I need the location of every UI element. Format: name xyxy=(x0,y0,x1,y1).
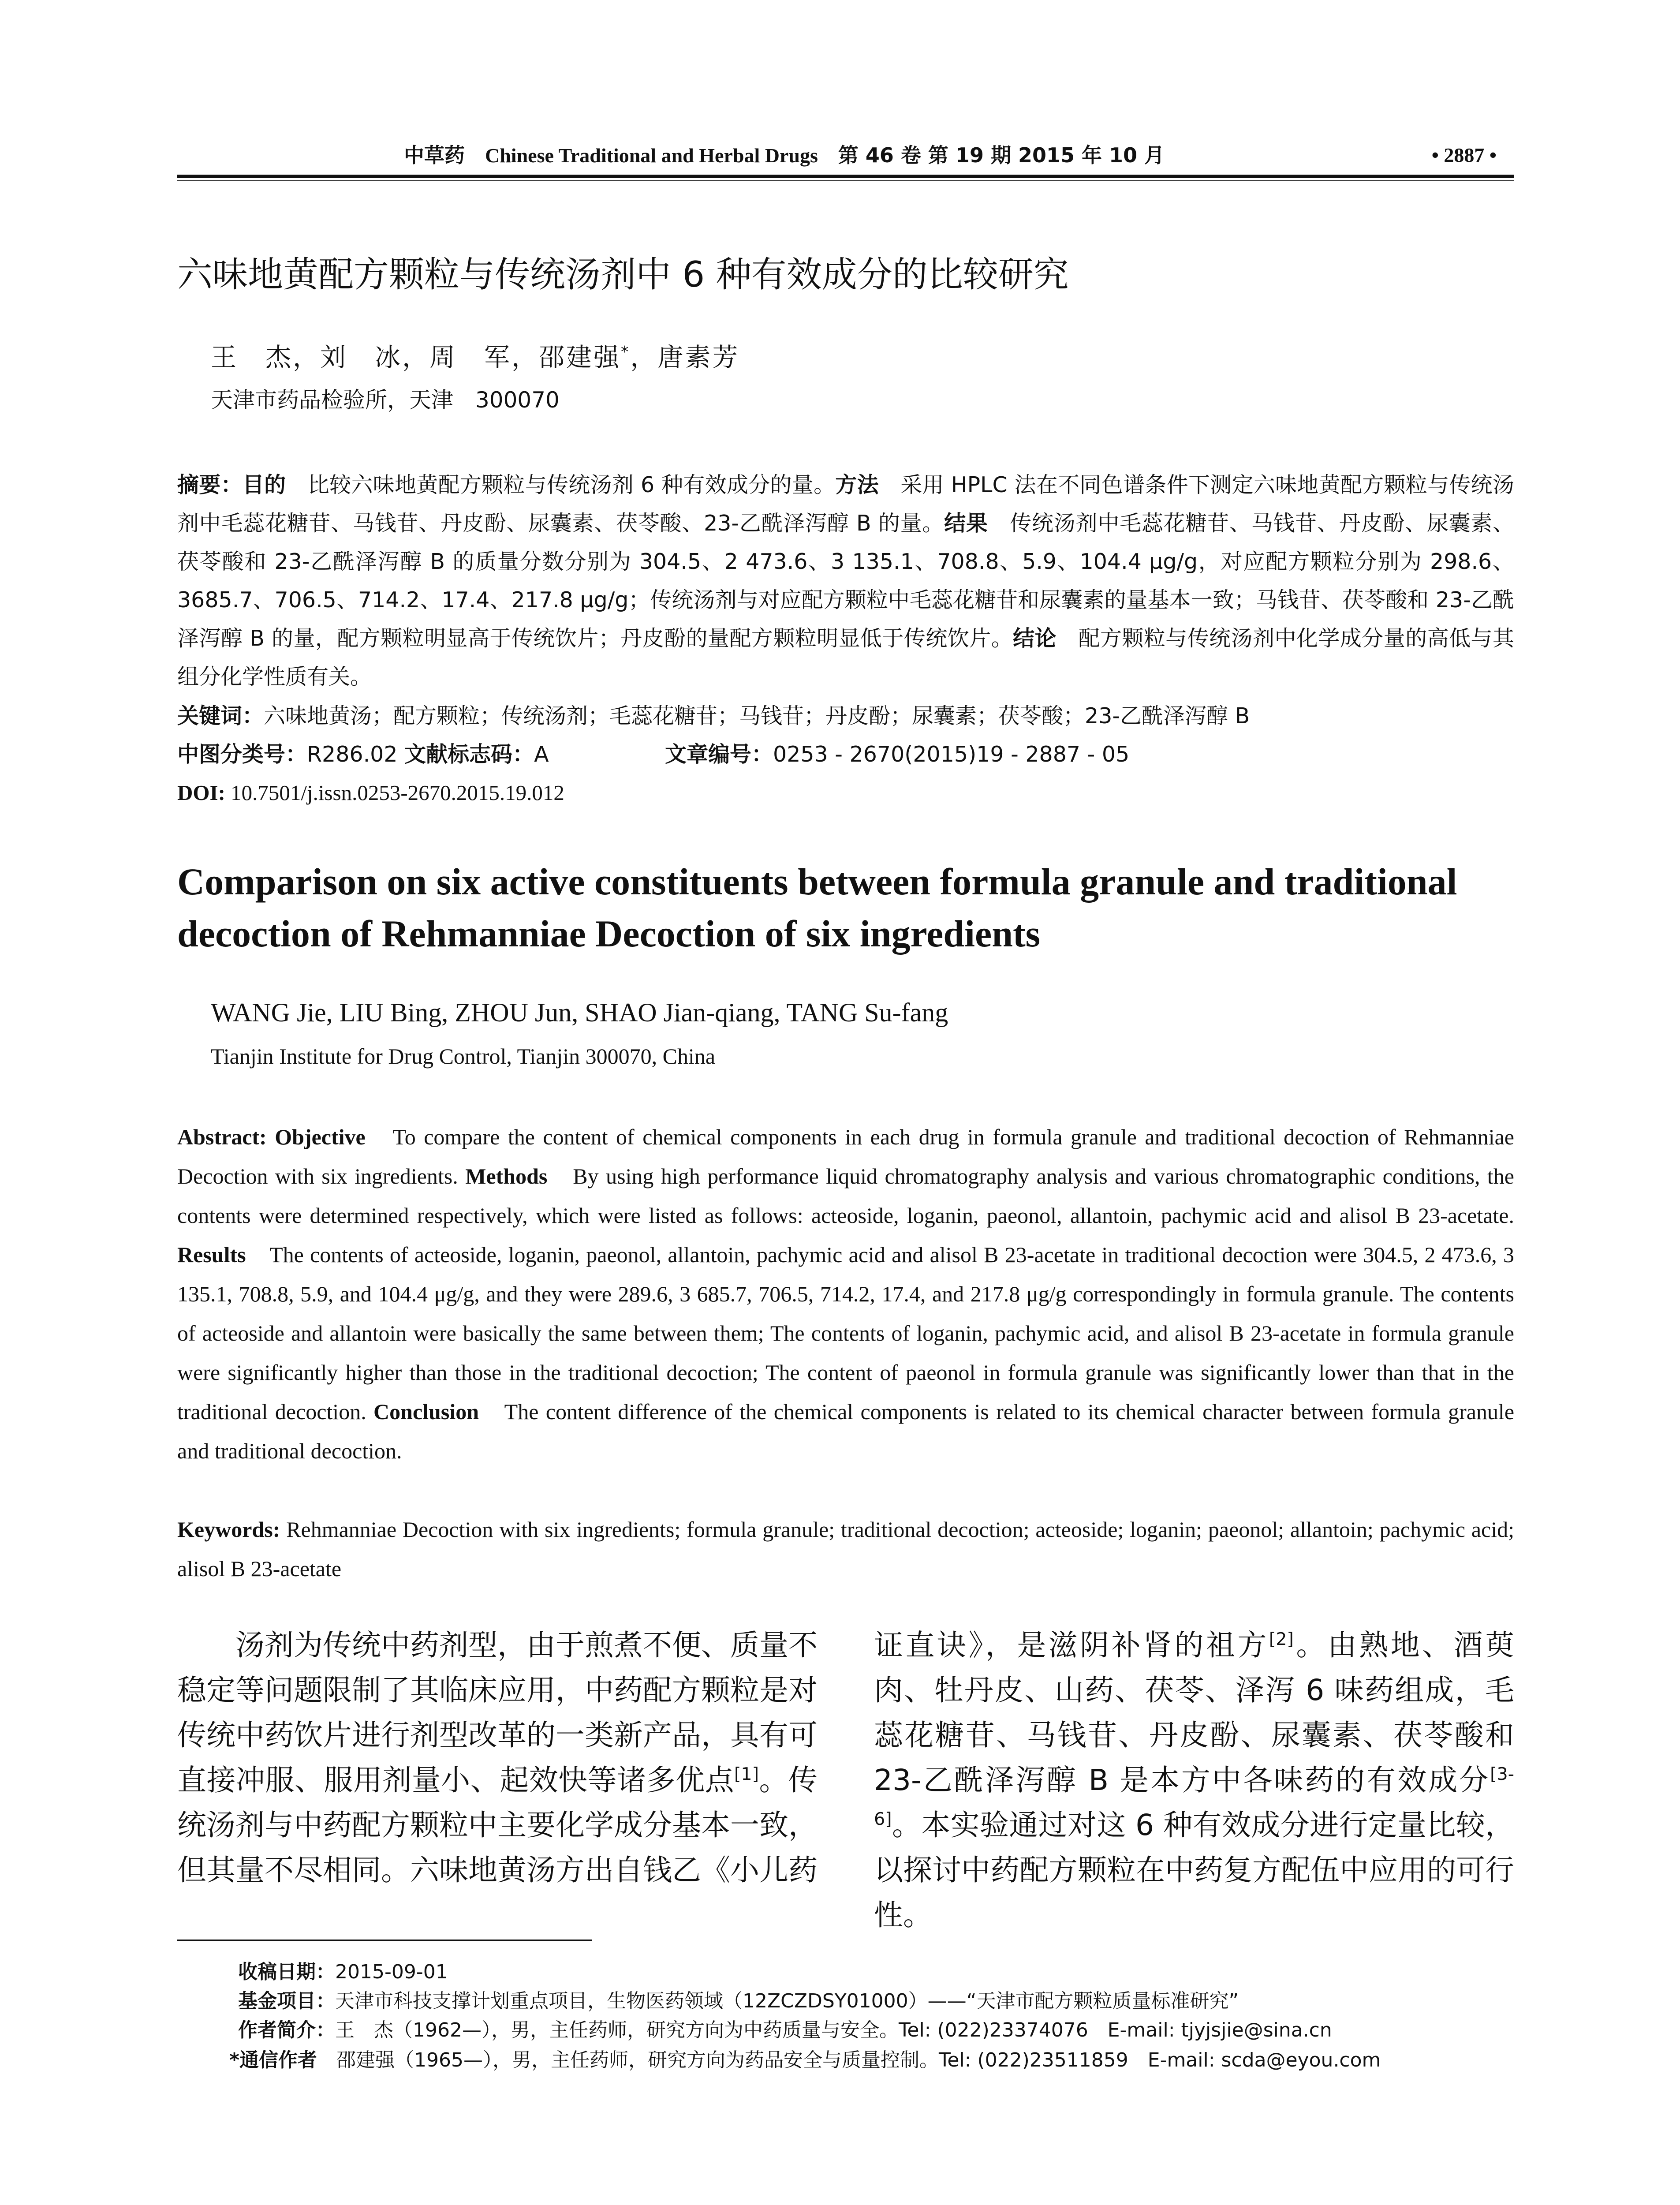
abstract-label-en: Abstract: xyxy=(177,1125,267,1149)
journal-masthead xyxy=(404,142,1165,169)
results-text-en: The contents of acteoside, loganin, paeonol, allantoin, pachymic acid and alisol B 23-acetate in traditional decoction were 304.5, 2 473.6, 3 135.1, 708.8, 5.9, and 104.4 μg/g, and they were 289.6, 3 685.7, 706.5, 714.2, 17.4, and 217.8 μg/g correspondingly in formula granule. The contents of acteoside and allantoin were basically the same between them; The contents of loganin, pachymic acid, and alisol B 23-acetate in formula granule were significantly higher than those in the traditional decoction; The content of paeonol in formula granule was significantly lower than that in the traditional decoction. xyxy=(177,1242,1514,1424)
body-text: 汤剂为传统中药剂型，由于煎煮不便、质量不稳定等问题限制了其临床应用，中药配方颗粒是对传统中药饮片进行剂型改革的一类新产品，具有可直接冲服、服用剂量小、起效快等诸多优点 xyxy=(177,1628,818,1797)
doi-label: DOI: xyxy=(177,781,225,805)
author-bio-label: 作者简介： xyxy=(238,2019,335,2041)
methods-text-en: By using high performance liquid chromatography analysis and various chromatographic conditions, the contents were determined respectively, which were listed as follows: acteoside, loganin, paeonol, allantoin, pachymic acid and alisol B 23-acetate. xyxy=(177,1164,1514,1228)
footnote-corresponding xyxy=(229,2046,1505,2074)
body-text: 。传统汤剂与中药配方颗粒中主要化学成分基本一致，但其量不尽相同。六味地黄汤方出自钱乙《小儿药 xyxy=(177,1763,818,1887)
affiliation-en: Tianjin Institute for Drug Control, Tianjin 300070, China xyxy=(211,1044,716,1069)
classification-line xyxy=(177,735,1514,774)
keywords-cn xyxy=(177,697,1514,735)
citation-ref[interactable]: [2] xyxy=(1269,1629,1294,1649)
article-no-label: 文章编号： xyxy=(665,742,773,767)
keywords-text-en: Rehmanniae Decoction with six ingredients; formula granule; traditional decoction; acteoside; loganin; paeonol; allantoin; pachymic acid; alisol B 23-acetate xyxy=(177,1517,1514,1581)
footnote-rule xyxy=(177,1940,592,1941)
author-bio-text: 王 杰（1962—），男，主任药师，研究方向为中药质量与安全。Tel: (022)23374076 E-mail: tjyjsjie@sina.cn xyxy=(335,2019,1332,2041)
results-label-cn: 结果 xyxy=(944,511,988,536)
objective-text-cn: 比较六味地黄配方颗粒与传统汤剂 6 种有效成分的量。 xyxy=(286,472,836,497)
doi-value[interactable]: 10.7501/j.issn.0253-2670.2015.19.012 xyxy=(225,781,564,805)
methods-text-cn: 采用 HPLC 法在不同色谱条件下测定六味地黄配方颗粒与传统汤剂中毛蕊花糖苷、马钱苷、丹皮酚、尿囊素、茯苓酸、23-乙酰泽泻醇 B 的量。 xyxy=(177,472,1514,536)
authors-en: WANG Jie, LIU Bing, ZHOU Jun, SHAO Jian-qiang, TANG Su-fang xyxy=(211,998,948,1027)
methods-label-cn: 方法 xyxy=(835,472,879,497)
body-text: 。本实验通过对这 6 种有效成分进行定量比较，以探讨中药配方颗粒在中药复方配伍中应用的可行性。 xyxy=(874,1808,1514,1932)
keywords-label-cn: 关键词： xyxy=(177,703,264,729)
journal-name-en: Chinese Traditional and Herbal Drugs xyxy=(485,144,818,167)
header-rule xyxy=(177,175,1514,178)
objective-label-cn: 目的 xyxy=(242,472,286,497)
results-text-cn: 传统汤剂中毛蕊花糖苷、马钱苷、丹皮酚、尿囊素、茯苓酸和 23-乙酰泽泻醇 B 的质量分数分别为 304.5、2 473.6、3 135.1、708.8、5.9、104.4 μg/g，对应配方颗粒分别为 298.6、3685.7、706.5、714.2、17.4、217.8 μg/g；传统汤剂与对应配方颗粒中毛蕊花糖苷和尿囊素的量基本一致；马钱苷、茯苓酸和 23-乙酰泽泻醇 B 的量，配方颗粒明显高于传统饮片；丹皮酚的量配方颗粒明显低于传统饮片。 xyxy=(177,511,1514,651)
article-title-en: Comparison on six active constituents between formula granule and traditional decoction of Rehmanniae Decoction of six ingredients xyxy=(177,860,1457,955)
corresponding-mark: * xyxy=(621,343,631,361)
keywords-text-cn: 六味地黄汤；配方颗粒；传统汤剂；毛蕊花糖苷；马钱苷；丹皮酚；尿囊素；茯苓酸；23-乙酰泽泻醇 B xyxy=(264,703,1250,729)
objective-label-en: Objective xyxy=(275,1125,366,1149)
doccode-label: 文献标志码： xyxy=(404,742,534,767)
journal-name-cn: 中草药 xyxy=(404,143,465,167)
citation-ref[interactable]: [1] xyxy=(734,1764,759,1784)
footnote-author xyxy=(238,2016,1514,2044)
received-label: 收稿日期： xyxy=(238,1961,335,1983)
objective-text-en: To compare the content of chemical components in each drug in formula granule and traditional decoction of Rehmanniae Decoction with six ingredients. xyxy=(177,1125,1514,1188)
authors-cn xyxy=(211,340,739,375)
body-text: 。由熟地、酒萸肉、牡丹皮、山药、茯苓、泽泻 6 味药组成，毛蕊花糖苷、马钱苷、丹皮酚、尿囊素、茯苓酸和 23-乙酰泽泻醇 B 是本方中各味药的有效成分 xyxy=(874,1628,1515,1797)
conclusion-text-en: The content difference of the chemical components is related to its chemical character between formula granule and traditional decoction. xyxy=(177,1399,1515,1463)
header-rule-thin xyxy=(177,180,1514,181)
body-column-right xyxy=(874,1623,1514,1938)
body-column-left xyxy=(177,1623,818,1893)
corresponding-label: *通信作者 xyxy=(229,2049,317,2071)
footnote-received xyxy=(238,1958,1514,1986)
corresponding-text: 邵建强（1965—），男，主任药师，研究方向为药品安全与质量控制。Tel: (022)23511859 E-mail: scda@eyou.com xyxy=(317,2049,1381,2071)
citation-ref[interactable]: [3-6] xyxy=(874,1764,1514,1829)
authors-cn-tail: ，唐素芳 xyxy=(630,342,740,372)
results-label-en: Results xyxy=(177,1242,246,1267)
article-title-cn: 六味地黄配方颗粒与传统汤剂中 6 种有效成分的比较研究 xyxy=(177,254,1069,295)
authors-cn-main: 王 杰，刘 冰，周 军，邵建强 xyxy=(211,342,621,372)
footnote-fund xyxy=(238,1987,1514,2015)
conclusion-text-cn: 配方颗粒与传统汤剂中化学成分量的高低与其组分化学性质有关。 xyxy=(177,626,1514,689)
abstract-label-cn: 摘要： xyxy=(177,472,243,497)
issue-info: 第 46 卷 第 19 期 2015 年 10 月 xyxy=(838,143,1165,167)
class-label: 中图分类号： xyxy=(177,742,307,767)
page-number: • 2887 • xyxy=(1431,144,1497,166)
keywords-label-en: Keywords: xyxy=(177,1517,280,1542)
conclusion-label-cn: 结论 xyxy=(1013,626,1057,651)
body-text: 证直诀》，是滋阴补肾的祖方 xyxy=(874,1628,1269,1662)
class-value: R286.02 xyxy=(307,742,398,767)
abstract-cn xyxy=(177,466,1514,696)
affiliation-cn: 天津市药品检验所，天津 300070 xyxy=(211,387,560,413)
running-header xyxy=(177,142,1514,168)
conclusion-label-en: Conclusion xyxy=(373,1399,479,1424)
methods-label-en: Methods xyxy=(465,1164,548,1188)
keywords-en xyxy=(177,1510,1514,1588)
abstract-en xyxy=(177,1117,1514,1471)
fund-text: 天津市科技支撑计划重点项目，生物医药领域（12ZCZDSY01000）——“天津市配方颗粒质量标准研究” xyxy=(335,1990,1239,2012)
article-no-value: 0253 - 2670(2015)19 - 2887 - 05 xyxy=(773,742,1130,767)
fund-label: 基金项目： xyxy=(238,1990,335,2012)
doi-line xyxy=(177,774,1514,812)
received-date: 2015-09-01 xyxy=(335,1961,448,1983)
doccode-value: A xyxy=(534,742,549,767)
